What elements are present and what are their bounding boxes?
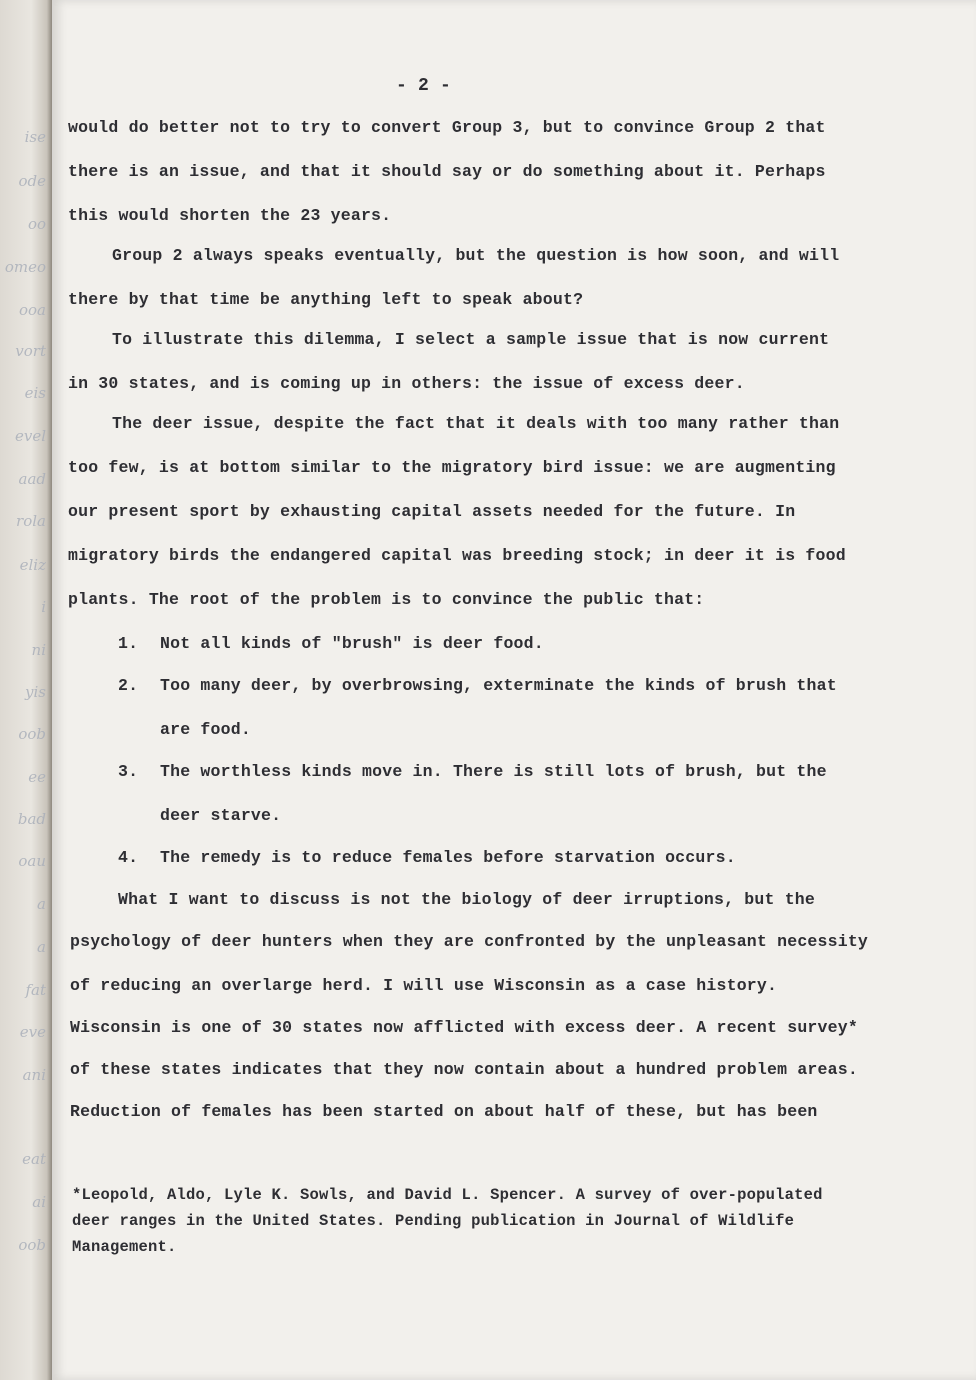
- bleed-through-text: eis: [24, 384, 46, 402]
- list-item-text: The worthless kinds move in. There is still lots of brush, but the: [160, 762, 827, 781]
- text-line: our present sport by exhausting capital assets needed for the future. In: [68, 502, 796, 521]
- bleed-through-text: i: [41, 598, 46, 616]
- bleed-through-text: a: [37, 938, 46, 956]
- text-line: psychology of deer hunters when they are confronted by the unpleasant necessity: [70, 932, 869, 951]
- bleed-through-text: evel: [14, 427, 46, 445]
- bleed-through-text: vort: [15, 342, 46, 360]
- list-item-text: Not all kinds of "brush" is deer food.: [160, 634, 544, 653]
- bleed-through-text: ani: [22, 1066, 46, 1084]
- list-item-text: are food.: [160, 720, 251, 739]
- text-line: too few, is at bottom similar to the migratory bird issue: we are augmenting: [68, 458, 836, 477]
- footnote-line: *Leopold, Aldo, Lyle K. Sowls, and David L. Spencer. A survey of over-populated: [72, 1186, 823, 1204]
- bleed-through-text: ni: [31, 641, 46, 659]
- list-number: 2.: [118, 676, 139, 695]
- list-item-text: deer starve.: [160, 806, 282, 825]
- bleed-through-text: ai: [32, 1193, 46, 1211]
- text-line: there by that time be anything left to speak about?: [68, 290, 584, 309]
- text-line: To illustrate this dilemma, I select a sample issue that is now current: [112, 330, 830, 349]
- typewritten-page: [52, 0, 976, 1380]
- list-number: 3.: [118, 762, 139, 781]
- bleed-through-text: oob: [18, 1236, 46, 1254]
- bleed-through-text: oau: [18, 852, 46, 870]
- book-spine-edge: [0, 0, 52, 1380]
- bleed-through-text: oo: [27, 215, 46, 233]
- list-item-text: Too many deer, by overbrowsing, exterminate the kinds of brush that: [160, 676, 837, 695]
- bleed-through-text: eve: [19, 1023, 46, 1041]
- text-line: would do better not to try to convert Group 3, but to convince Group 2 that: [68, 118, 826, 137]
- bleed-through-text: oob: [18, 725, 46, 743]
- bleed-through-text: a: [37, 895, 46, 913]
- text-line: Wisconsin is one of 30 states now afflicted with excess deer. A recent survey*: [70, 1018, 858, 1037]
- bleed-through-text: rola: [16, 512, 46, 530]
- footnote-line: Management.: [72, 1238, 177, 1256]
- list-number: 1.: [118, 634, 139, 653]
- bleed-through-text: ode: [18, 172, 46, 190]
- text-line: Group 2 always speaks eventually, but the question is how soon, and will: [112, 246, 840, 265]
- text-line: migratory birds the endangered capital was breeding stock; in deer it is food: [68, 546, 846, 565]
- text-line: there is an issue, and that it should say or do something about it. Perhaps: [68, 162, 826, 181]
- bleed-through-text: ooa: [18, 301, 46, 319]
- footnote-line: deer ranges in the United States. Pending publication in Journal of Wildlife: [72, 1212, 795, 1230]
- list-item-text: The remedy is to reduce females before starvation occurs.: [160, 848, 736, 867]
- text-line: What I want to discuss is not the biology of deer irruptions, but the: [118, 890, 816, 909]
- text-line: in 30 states, and is coming up in others: the issue of excess deer.: [68, 374, 745, 393]
- bleed-through-text: eat: [22, 1150, 46, 1168]
- bleed-through-text: bad: [17, 810, 46, 828]
- bleed-through-text: eliz: [19, 556, 46, 574]
- text-line: this would shorten the 23 years.: [68, 206, 392, 225]
- page-number: - 2 -: [396, 76, 452, 96]
- text-line: plants. The root of the problem is to convince the public that:: [68, 590, 705, 609]
- bleed-through-text: ise: [24, 128, 46, 146]
- bleed-through-text: fat: [25, 981, 46, 999]
- text-line: of these states indicates that they now contain about a hundred problem areas.: [70, 1060, 858, 1079]
- bleed-through-text: ee: [28, 768, 46, 786]
- bleed-through-text: omeo: [4, 258, 46, 276]
- text-line: Reduction of females has been started on about half of these, but has been: [70, 1102, 818, 1121]
- text-line: of reducing an overlarge herd. I will use Wisconsin as a case history.: [70, 976, 778, 995]
- list-number: 4.: [118, 848, 139, 867]
- bleed-through-text: yis: [25, 683, 46, 701]
- text-line: The deer issue, despite the fact that it deals with too many rather than: [112, 414, 840, 433]
- bleed-through-text: aad: [18, 470, 46, 488]
